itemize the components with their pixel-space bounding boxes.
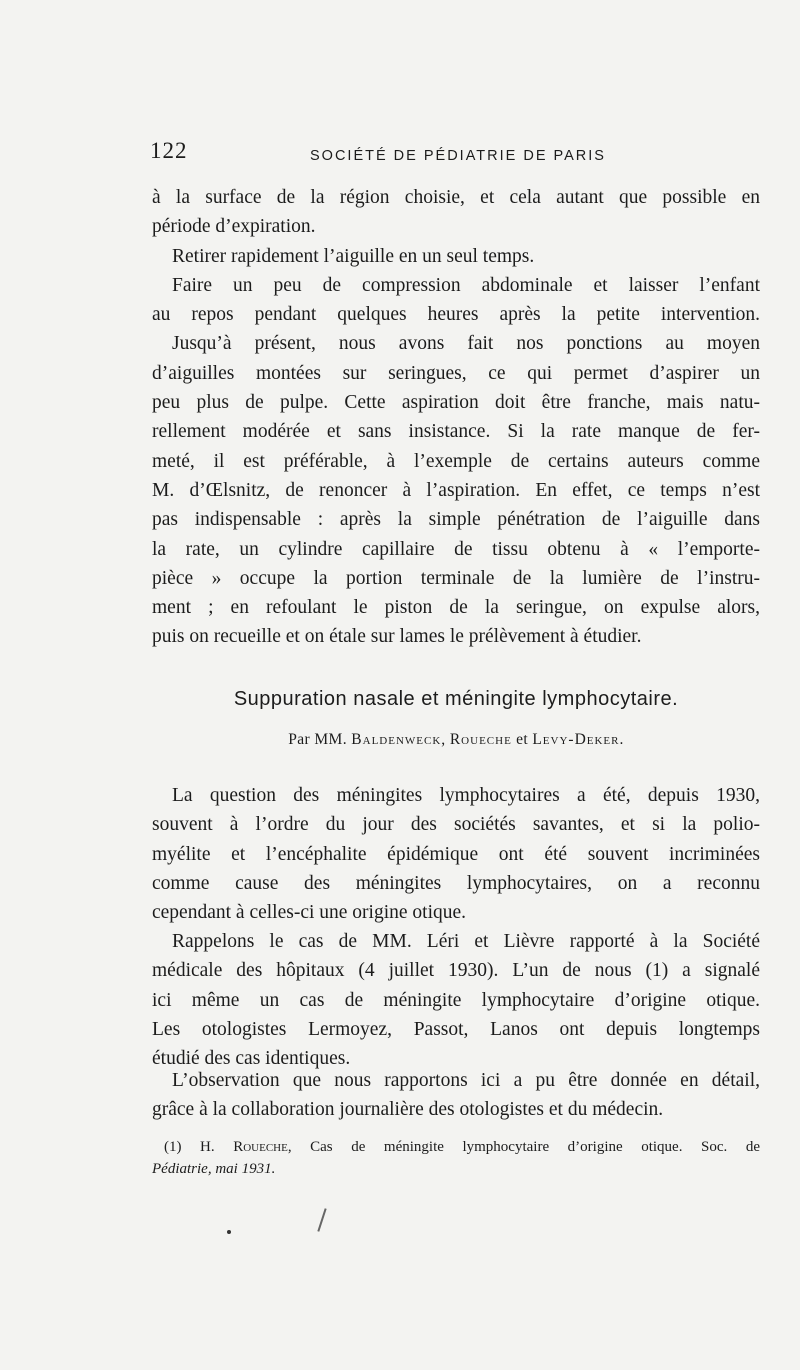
text-line: grâce à la collaboration journalière des otologistes et du médecin. — [152, 1099, 664, 1121]
section-authors — [152, 731, 760, 749]
text-line: cependant à celles-ci une origine otique. — [152, 902, 467, 924]
page-number: 122 — [150, 138, 188, 163]
text-line: Faire un peu de compression abdominale et laisser l’enfant — [172, 274, 760, 296]
text-line: ici même un cas de méningite lymphocytaire d’origine otique. — [152, 989, 760, 1011]
footnote-author: Roueche — [233, 1139, 288, 1155]
text-line: Retirer rapidement l’aiguille en un seul temps. — [172, 245, 535, 267]
text-line: période d’expiration. — [152, 216, 316, 238]
running-head: SOCIÉTÉ DE PÉDIATRIE DE PARIS — [310, 148, 606, 164]
text-line: pas indispensable : après la simple pénétration de l’aiguille dans — [152, 509, 760, 531]
text-line: comme cause des méningites lymphocytaires, on a reconnu — [152, 872, 760, 894]
text-line: à la surface de la région choisie, et cela autant que possible en — [152, 187, 760, 208]
footnote-line: Pédiatrie, mai 1931. — [152, 1161, 276, 1177]
text-line: ment ; en refoulant le piston de la seringue, on expulse alors, — [152, 597, 760, 619]
section-title: Suppuration nasale et méningite lymphocytaire. — [233, 688, 679, 710]
footnote-citation: , Cas de méningite lymphocytaire d’origine otique. Soc. de — [287, 1139, 760, 1155]
paragraph-prior-cases — [152, 927, 760, 1073]
page-header — [150, 138, 760, 174]
text-line: L’observation que nous rapportons ici a pu être donnée en détail, — [172, 1070, 760, 1091]
author-name: Levy-Deker — [532, 731, 620, 748]
text-line: La question des méningites lymphocytaires a été, depuis 1930, — [172, 785, 760, 806]
text-line: la rate, un cylindre capillaire de tissu obtenu à « l’emporte- — [152, 538, 760, 560]
text-line: au repos pendant quelques heures après la petite intervention. — [152, 304, 760, 326]
authors-suffix: . — [619, 731, 624, 748]
text-line: d’aiguilles montées sur seringues, ce qui permet d’aspirer un — [152, 362, 760, 384]
text-line: Rappelons le cas de MM. Léri et Lièvre rapporté à la Société — [172, 931, 760, 952]
paragraph-observation — [152, 1066, 760, 1125]
text-line: puis on recueille et on étale sur lames le prélèvement à étudier. — [152, 626, 642, 648]
text-line: Jusqu’à présent, nous avons fait nos ponctions au moyen — [172, 333, 760, 355]
text-line: souvent à l’ordre du jour des sociétés savantes, et si la polio- — [152, 814, 760, 836]
author-name: Roueche — [449, 731, 512, 748]
text-line: peu plus de pulpe. Cette aspiration doit être franche, mais natu- — [152, 392, 760, 414]
footnote — [152, 1136, 760, 1180]
text-line: pièce » occupe la portion terminale de la lumière de l’instru- — [152, 567, 760, 589]
text-line: médicale des hôpitaux (4 juillet 1930). L’un de nous (1) a signalé — [152, 960, 760, 982]
ink-mark — [317, 1208, 326, 1231]
text-line: myélite et l’encéphalite épidémique ont été souvent incriminées — [152, 843, 760, 865]
text-line: meté, il est préférable, à l’exemple de certains auteurs comme — [152, 450, 760, 472]
text-line: rellement modérée et sans insistance. Si la rate manque de fer- — [152, 421, 760, 443]
author-name: Baldenweck — [351, 731, 442, 748]
footnote-prefix: (1) H. — [164, 1139, 234, 1155]
ink-speck — [227, 1230, 231, 1234]
footnote-line — [152, 1136, 760, 1158]
authors-separator: et — [511, 731, 533, 748]
paragraph-puncture-technique — [152, 183, 760, 652]
paragraph-lymphocytic-meningitis — [152, 781, 760, 927]
authors-prefix: Par MM. — [288, 731, 352, 748]
authors-separator: , — [441, 731, 450, 748]
text-line: M. d’Œlsnitz, de renoncer à l’aspiration. En effet, ce temps n’est — [152, 479, 760, 501]
text-line: étudié des cas identiques. — [152, 1048, 351, 1070]
text-line: Les otologistes Lermoyez, Passot, Lanos ont depuis longtemps — [152, 1018, 760, 1040]
